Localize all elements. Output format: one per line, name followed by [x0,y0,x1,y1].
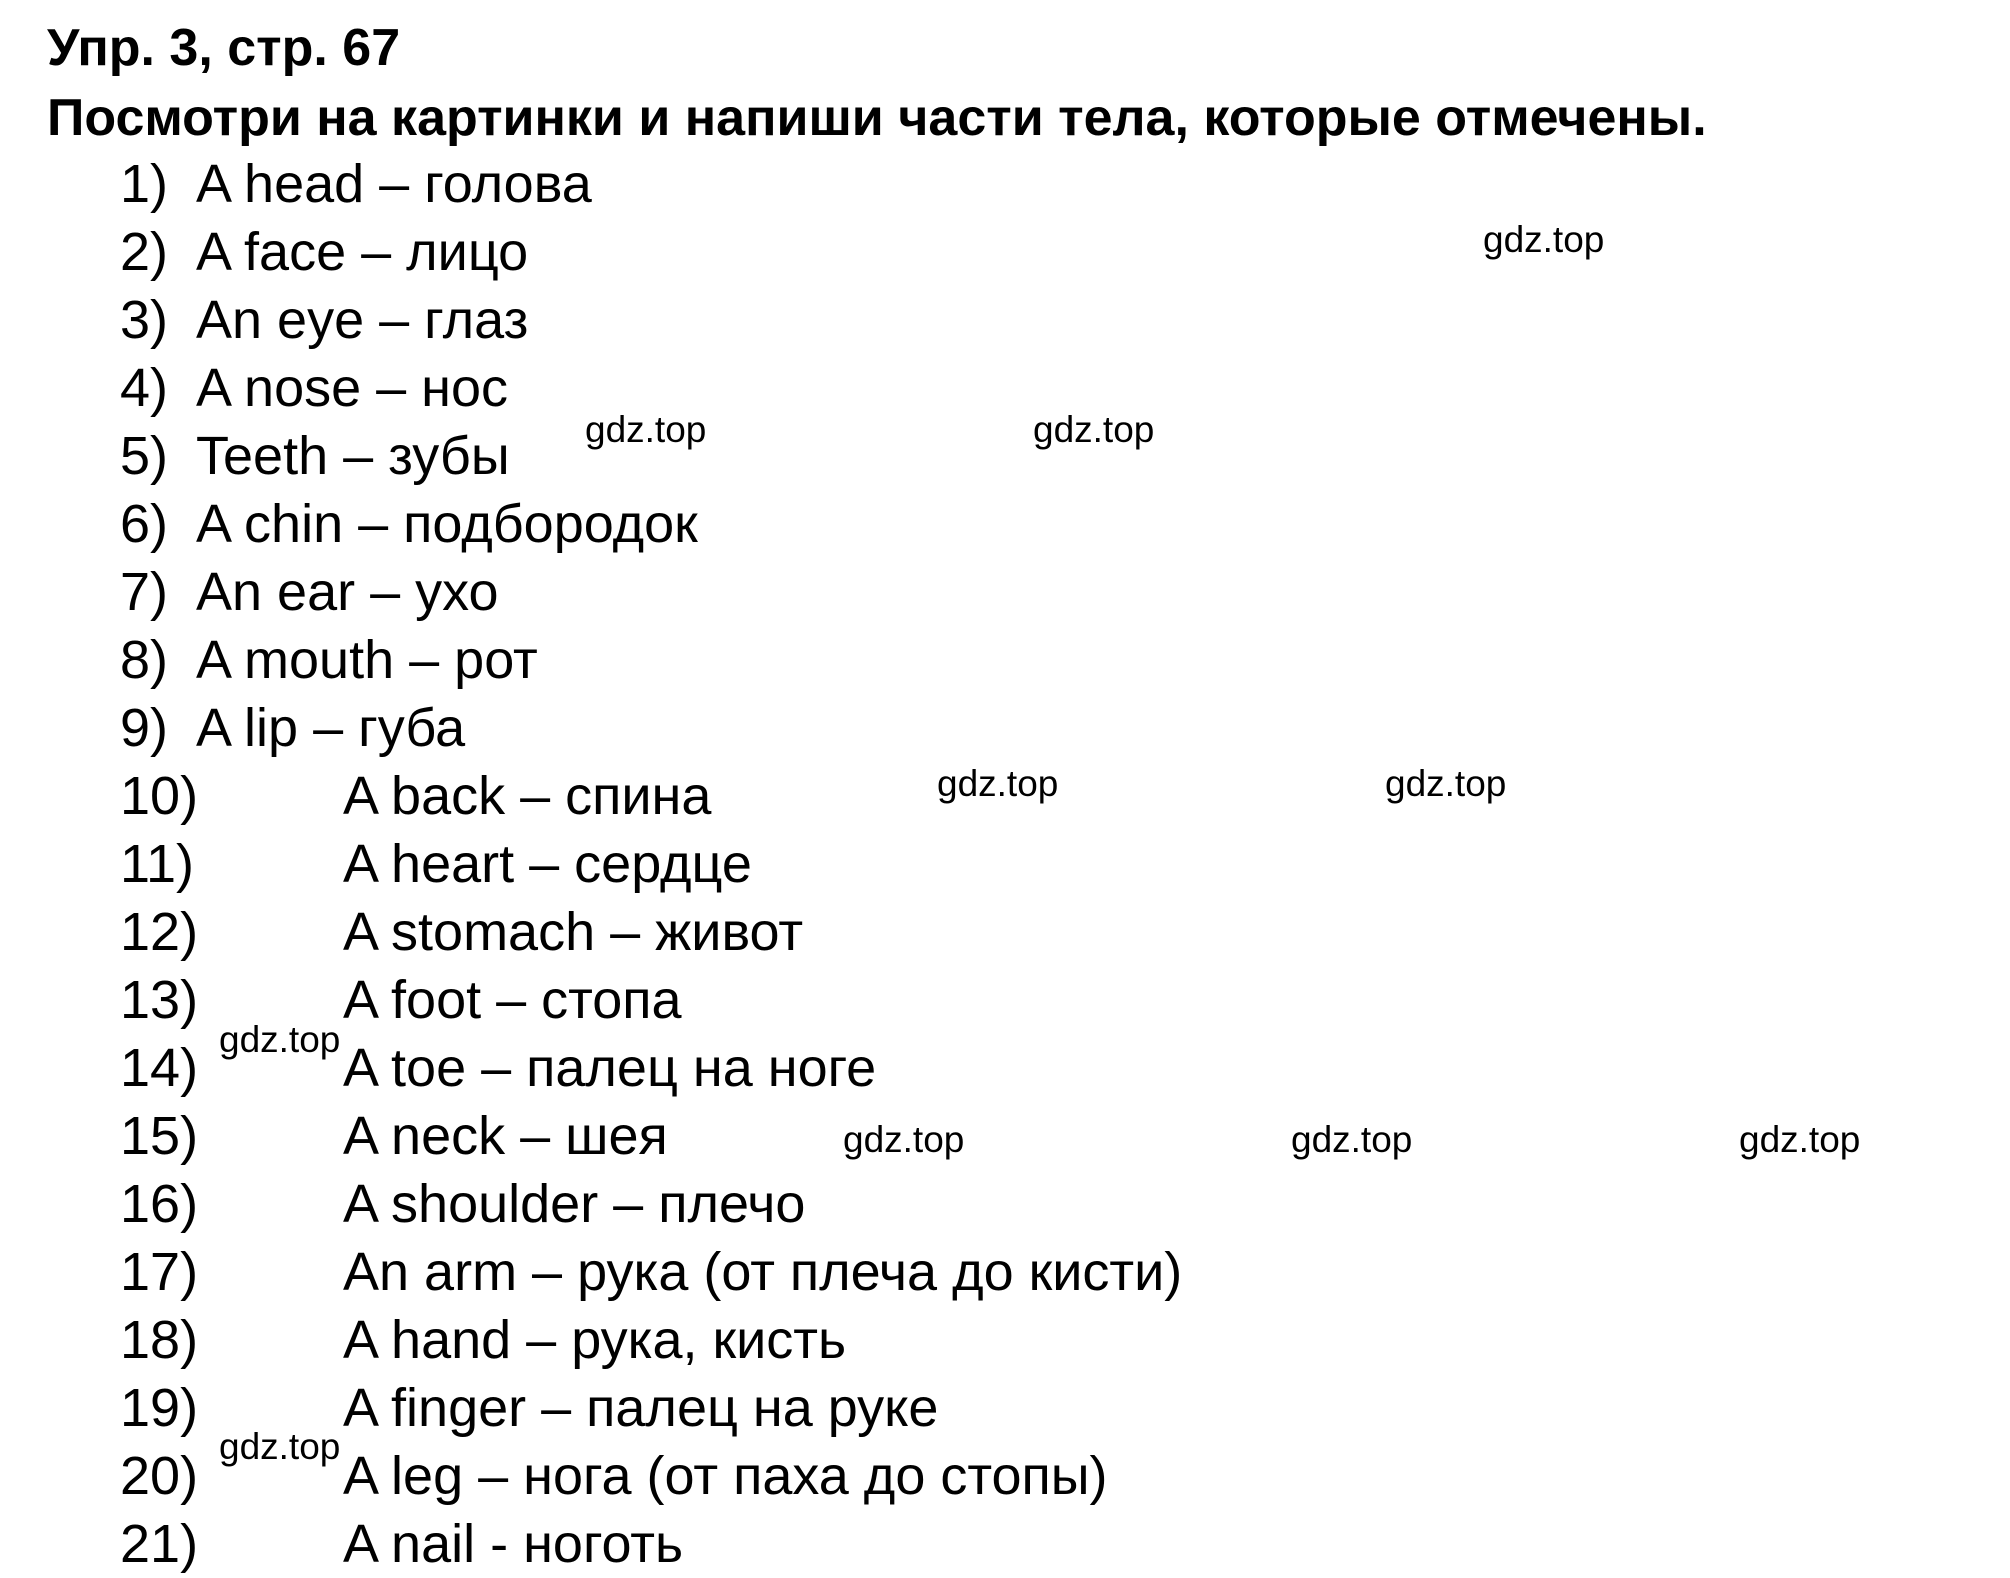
watermark: gdz.top [1385,763,1507,804]
exercise-title: Упр. 3, стр. 67 [47,19,401,77]
item-number: 20) [120,1446,199,1506]
item-text: A neck – шея [343,1106,668,1166]
item-text: A stomach – живот [343,902,804,962]
item-text: A back – спина [343,766,712,826]
item-number: 13) [120,970,199,1030]
item-number: 16) [120,1174,199,1234]
watermark: gdz.top [937,763,1059,804]
item-number: 8) [120,630,169,690]
item-text: A leg – нога (от паха до стопы) [343,1446,1108,1506]
item-text: A hand – рука, кисть [343,1310,847,1370]
item-text: An ear – ухо [196,562,499,622]
item-number: 14) [120,1038,199,1098]
item-text: A shoulder – плечо [343,1174,806,1234]
item-number: 1) [120,154,169,214]
item-text: A finger – палец на руке [343,1378,939,1438]
watermark: gdz.top [585,409,707,450]
item-text: An arm – рука (от плеча до кисти) [343,1242,1183,1302]
item-number: 2) [120,222,169,282]
item-number: 5) [120,426,169,486]
watermark: gdz.top [843,1119,965,1160]
item-number: 11) [120,834,195,894]
item-text: Teeth – зубы [196,426,510,486]
item-number: 10) [120,766,199,826]
item-number: 7) [120,562,169,622]
item-text: A heart – сердце [343,834,752,894]
watermark: gdz.top [1033,409,1155,450]
watermark: gdz.top [1291,1119,1413,1160]
item-text: A face – лицо [196,222,529,282]
item-number: 18) [120,1310,199,1370]
item-text: A chin – подбородок [196,494,698,554]
item-number: 4) [120,358,169,418]
item-text: A lip – губа [196,698,466,758]
watermark: gdz.top [219,1426,341,1467]
item-number: 6) [120,494,169,554]
exercise-instruction: Посмотри на картинки и напиши части тела, которые отмечены. [47,89,1707,147]
item-number: 15) [120,1106,199,1166]
item-text: An eye – глаз [196,290,529,350]
item-number: 21) [120,1514,199,1574]
item-text: A head – голова [196,154,592,214]
item-text: A nail - ноготь [343,1514,684,1574]
item-text: A nose – нос [196,358,509,418]
watermark: gdz.top [219,1019,341,1060]
item-text: A toe – палец на ноге [343,1038,877,1098]
item-number: 17) [120,1242,199,1302]
item-text: A mouth – рот [196,630,538,690]
watermark: gdz.top [1483,219,1605,260]
item-number: 9) [120,698,169,758]
item-text: A foot – стопа [343,970,682,1030]
item-number: 3) [120,290,169,350]
item-number: 19) [120,1378,199,1438]
item-number: 12) [120,902,199,962]
watermark: gdz.top [1739,1119,1861,1160]
